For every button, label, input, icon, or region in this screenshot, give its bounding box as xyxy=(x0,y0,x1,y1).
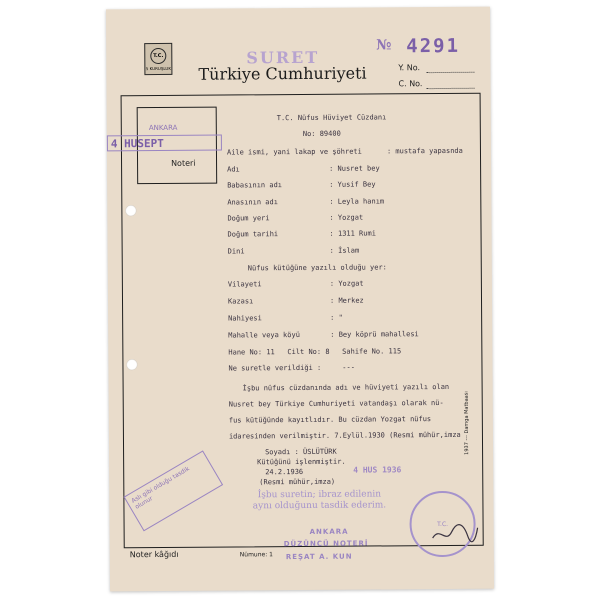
rect-stamp: Aslı gibi olduğu tasdik olunur xyxy=(124,450,224,531)
footer-paper-label: Noter kâğıdı xyxy=(129,549,179,560)
registry-value: : Merkez xyxy=(329,296,364,305)
c-no-line xyxy=(427,88,475,89)
page-title: Türkiye Cumhuriyeti xyxy=(198,63,367,84)
notary-office: DÜZÜNCÜ NOTERİ xyxy=(283,539,369,549)
y-no-label: Y. No. xyxy=(398,63,421,73)
revenue-seal xyxy=(144,43,172,75)
noter-label: Noteri xyxy=(171,158,196,168)
field-label: Aile ismi, yani lakap ve şöhreti xyxy=(226,147,362,157)
field-value: : Yusif Bey xyxy=(329,180,376,189)
field-label: Doğum yeri xyxy=(227,214,270,223)
signature-line: Soyadı : ÜSLÜTÜRK xyxy=(265,447,337,457)
number-sign: № xyxy=(376,37,392,54)
doc-number: No: 89400 xyxy=(302,129,341,138)
noter-stamp-top: ANKARA xyxy=(148,123,178,133)
field-value: : Leyla hanım xyxy=(329,197,385,206)
field-label: Adı xyxy=(227,165,240,174)
seal-caption: 5 KURUŞLUK xyxy=(145,65,171,71)
hane-line: Hane No: 11 Cilt No: 8 Sahife No. 115 xyxy=(228,347,402,357)
footer-sample: Nümune: 1 xyxy=(239,551,273,559)
registry-value: : Bey köprü mahallesi xyxy=(330,330,419,339)
registry-label: Kazası xyxy=(227,297,254,306)
signature-line: (Resmi mühür,imza) xyxy=(259,477,336,487)
seal-emblem: T.C. xyxy=(150,47,166,63)
registry-label: Mahalle veya köyü xyxy=(228,331,300,340)
field-label: Doğum tarihi xyxy=(227,230,279,239)
notary-note xyxy=(219,489,419,512)
paragraph-line: İşbu nüfus cüzdanında adı ve hüviyeti yazılı olan xyxy=(242,382,450,393)
y-no-line xyxy=(426,72,474,73)
field-value: : Yozgat xyxy=(329,213,364,222)
field-label: Babasının adı xyxy=(227,181,283,190)
registry-label: Nahiyesi xyxy=(228,314,262,323)
document-paper xyxy=(106,7,494,592)
field-value: : İslam xyxy=(329,246,360,255)
registry-heading: Nüfus kütüğüne yazılı olduğu yer: xyxy=(247,263,387,273)
signature-line: 24.2.1936 xyxy=(265,467,304,477)
paragraph-line: fus kütüğünde kayıtlıdır. Bu cüzdan Yozgat nüfus xyxy=(228,415,432,425)
registry-label: Vilayeti xyxy=(227,280,262,289)
suret-stamp: SURET xyxy=(246,47,320,68)
printer-imprint: 1937 --- Damga Matbaası xyxy=(463,391,471,455)
notary-note-line: aynı olduğunu tasdik ederim. xyxy=(252,500,387,512)
serial-number: 4291 xyxy=(406,34,461,58)
handwritten-signature xyxy=(430,520,480,546)
field-value: : mustafa yapasnda xyxy=(386,146,463,156)
registry-value: : " xyxy=(330,313,343,322)
notary-city: ANKARA xyxy=(309,527,349,536)
noter-date-stamp: 4 HUSEPT xyxy=(107,135,222,152)
registry-value: : Yozgat xyxy=(329,279,364,288)
field-value: : 1311 Rumi xyxy=(329,229,376,238)
verilis-line: Ne suretle verildiği : --- xyxy=(228,363,355,373)
doc-heading: T.C. Nüfus Hüviyet Cüzdanı xyxy=(276,113,387,123)
date-stamp: 4 HUS 1936 xyxy=(353,465,402,475)
paragraph-line: idaresinden verilmiştir. 7.Eylül.1930 (Resmi mühür,imza xyxy=(228,430,461,441)
signature-line: Kütüğünü işlenmiştir. xyxy=(257,457,346,467)
c-no-label: C. No. xyxy=(398,79,423,89)
field-label: Anasının adı xyxy=(227,198,278,207)
notary-note-line: İşbu suretin; ibraz edilenin xyxy=(257,489,382,501)
field-value: : Nusret bey xyxy=(329,164,380,173)
paragraph-line: Nusret bey Türkiye Cumhuriyeti vatandaşı olarak nü- xyxy=(228,398,444,409)
round-seal-text: T.C. xyxy=(437,520,449,528)
field-label: Dini xyxy=(227,247,245,256)
notary-name: REŞAT A. KUN xyxy=(285,552,353,562)
